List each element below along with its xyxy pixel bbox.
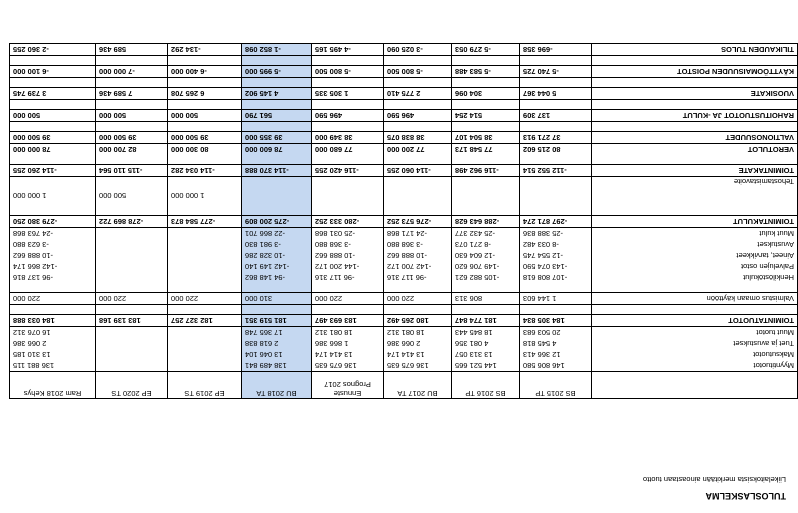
table-cell bbox=[242, 100, 312, 110]
table-cell: 80 215 602 bbox=[520, 144, 592, 156]
row-label: VEROTULOT bbox=[592, 144, 798, 156]
row-label: TOIMINTATUOTOT bbox=[592, 315, 798, 327]
table-cell bbox=[312, 305, 384, 315]
column-header: EP 2020 TS bbox=[96, 372, 168, 399]
row-label: Valmistus omaan käyttöön bbox=[592, 293, 798, 305]
table-cell: -96 117 316 bbox=[312, 272, 384, 283]
table-cell: 12 366 413 bbox=[520, 349, 592, 360]
table-cell bbox=[452, 177, 520, 216]
table-cell: 13 414 174 bbox=[312, 349, 384, 360]
table-cell: 16 076 312 bbox=[10, 327, 96, 339]
table-cell bbox=[520, 122, 592, 132]
table-row bbox=[10, 228, 798, 240]
column-header: BU 2017 TA bbox=[384, 372, 452, 399]
table-row bbox=[10, 56, 798, 66]
table-row bbox=[10, 122, 798, 132]
table-cell bbox=[96, 283, 168, 293]
column-header: Ram 2018 Kehys bbox=[10, 372, 96, 399]
row-label bbox=[592, 122, 798, 132]
table-cell: 138 489 841 bbox=[242, 360, 312, 372]
table-cell: 13 310 185 bbox=[10, 349, 96, 360]
table-cell bbox=[452, 100, 520, 110]
table-row bbox=[10, 78, 798, 88]
table-cell bbox=[452, 305, 520, 315]
row-label: Tehostamistavoite bbox=[592, 177, 798, 216]
table-cell: -24 171 868 bbox=[384, 228, 452, 240]
table-cell bbox=[168, 228, 242, 240]
table-cell: 146 806 580 bbox=[520, 360, 592, 372]
table-cell: 183 139 168 bbox=[96, 315, 168, 327]
table-cell bbox=[312, 56, 384, 66]
table-cell: 77 200 000 bbox=[384, 144, 452, 156]
table-row bbox=[10, 327, 798, 339]
table-cell: -3 368 880 bbox=[384, 239, 452, 250]
table-cell: 220 000 bbox=[10, 293, 96, 305]
table-cell: -25 432 377 bbox=[452, 228, 520, 240]
table-cell: -12 554 745 bbox=[520, 250, 592, 261]
table-cell: 13 313 057 bbox=[452, 349, 520, 360]
table-cell: -115 110 564 bbox=[96, 165, 168, 177]
table-cell bbox=[168, 239, 242, 250]
table-cell: 182 327 257 bbox=[168, 315, 242, 327]
column-header: BS 2015 TP bbox=[520, 372, 592, 399]
table-cell: -25 388 836 bbox=[520, 228, 592, 240]
table-cell bbox=[242, 56, 312, 66]
table-cell bbox=[168, 272, 242, 283]
table-cell bbox=[384, 56, 452, 66]
table-cell bbox=[520, 305, 592, 315]
row-label: Palvelujen ostot bbox=[592, 261, 798, 272]
table-cell: -10 888 662 bbox=[10, 250, 96, 261]
table-cell: 6 265 708 bbox=[168, 88, 242, 100]
table-summary-row bbox=[10, 132, 798, 144]
table-cell: 18 081 312 bbox=[384, 327, 452, 339]
table-cell: 806 313 bbox=[452, 293, 520, 305]
row-label bbox=[592, 155, 798, 165]
table-cell bbox=[168, 56, 242, 66]
table-cell: 183 693 497 bbox=[312, 315, 384, 327]
table-cell: -297 871 274 bbox=[520, 216, 592, 228]
table-cell: -5 740 725 bbox=[520, 66, 592, 78]
table-cell: 2 066 386 bbox=[10, 338, 96, 349]
table-cell: -278 869 722 bbox=[96, 216, 168, 228]
table-cell: -114 034 282 bbox=[168, 165, 242, 177]
table-cell: -142 866 174 bbox=[10, 261, 96, 272]
table-cell: -2 360 255 bbox=[10, 44, 96, 56]
table-row bbox=[10, 177, 798, 216]
table-cell: 39 355 000 bbox=[242, 132, 312, 144]
table-cell: 39 500 000 bbox=[96, 132, 168, 144]
table-cell bbox=[312, 100, 384, 110]
table-cell bbox=[384, 305, 452, 315]
table-cell: 2 775 410 bbox=[384, 88, 452, 100]
row-label: Avustukset bbox=[592, 239, 798, 250]
table-cell: 82 700 000 bbox=[96, 144, 168, 156]
table-summary-row bbox=[10, 315, 798, 327]
table-row bbox=[10, 155, 798, 165]
table-cell bbox=[10, 122, 96, 132]
table-cell: 500 000 bbox=[10, 110, 96, 122]
table-cell: 1 305 335 bbox=[312, 88, 384, 100]
table-cell bbox=[312, 177, 384, 216]
table-cell: 39 500 000 bbox=[10, 132, 96, 144]
table-cell: 20 503 683 bbox=[520, 327, 592, 339]
table-cell: -107 808 618 bbox=[520, 272, 592, 283]
column-header: Ennuste Prognos 2017 bbox=[312, 372, 384, 399]
table-cell: -277 584 873 bbox=[168, 216, 242, 228]
table-row bbox=[10, 261, 798, 272]
table-cell: 13 414 174 bbox=[384, 349, 452, 360]
table-cell: 1 144 603 bbox=[520, 293, 592, 305]
table-cell bbox=[520, 283, 592, 293]
table-cell bbox=[452, 78, 520, 88]
table-cell bbox=[168, 283, 242, 293]
table-cell bbox=[10, 100, 96, 110]
table-cell bbox=[520, 177, 592, 216]
row-label: Aineet, tarvikkeet bbox=[592, 250, 798, 261]
table-cell bbox=[168, 261, 242, 272]
row-label: VUOSIKATE bbox=[592, 88, 798, 100]
table-cell bbox=[520, 78, 592, 88]
table-cell bbox=[384, 122, 452, 132]
table-cell: -5 800 500 bbox=[312, 66, 384, 78]
table-cell: 561 790 bbox=[242, 110, 312, 122]
table-row bbox=[10, 272, 798, 283]
table-cell bbox=[168, 360, 242, 372]
table-row bbox=[10, 250, 798, 261]
income-statement-table bbox=[9, 43, 798, 399]
table-cell: -5 995 000 bbox=[242, 66, 312, 78]
row-label: Tuet ja avustukset bbox=[592, 338, 798, 349]
table-cell: 77 680 000 bbox=[312, 144, 384, 156]
table-cell bbox=[452, 283, 520, 293]
table-cell bbox=[312, 122, 384, 132]
row-label bbox=[592, 305, 798, 315]
table-cell: -144 200 172 bbox=[312, 261, 384, 272]
table-cell: -1 852 098 bbox=[242, 44, 312, 56]
table-cell: 5 044 367 bbox=[520, 88, 592, 100]
table-cell: 181 519 351 bbox=[242, 315, 312, 327]
table-cell: -116 962 498 bbox=[452, 165, 520, 177]
row-label bbox=[592, 100, 798, 110]
table-cell: -112 552 514 bbox=[520, 165, 592, 177]
table-cell bbox=[168, 78, 242, 88]
table-cell: 37 271 913 bbox=[520, 132, 592, 144]
table-cell: 80 300 000 bbox=[168, 144, 242, 156]
table-cell: 589 436 bbox=[96, 44, 168, 56]
table-cell bbox=[242, 283, 312, 293]
table-row bbox=[10, 349, 798, 360]
row-label: VALTIONOSUUDET bbox=[592, 132, 798, 144]
table-body bbox=[10, 44, 798, 372]
row-label: RAHOITUSTUOTOT JA -KULUT bbox=[592, 110, 798, 122]
table-cell bbox=[384, 177, 452, 216]
report-header bbox=[486, 475, 786, 501]
table-cell: -8 271 073 bbox=[452, 239, 520, 250]
table-cell bbox=[168, 155, 242, 165]
table-cell bbox=[520, 56, 592, 66]
table-cell: -22 866 701 bbox=[242, 228, 312, 240]
table-cell: -3 623 880 bbox=[10, 239, 96, 250]
table-cell: -5 583 488 bbox=[452, 66, 520, 78]
row-label: TOIMINTAKULUT bbox=[592, 216, 798, 228]
table-cell: 500 000 bbox=[168, 110, 242, 122]
table-cell: -94 148 862 bbox=[242, 272, 312, 283]
table-cell: -279 380 250 bbox=[10, 216, 96, 228]
table-cell: 496 590 bbox=[384, 110, 452, 122]
table-summary-row bbox=[10, 66, 798, 78]
table-cell: -143 074 590 bbox=[520, 261, 592, 272]
table-cell bbox=[96, 100, 168, 110]
table-summary-row bbox=[10, 293, 798, 305]
table-cell bbox=[10, 305, 96, 315]
table-cell bbox=[168, 327, 242, 339]
table-cell bbox=[96, 261, 168, 272]
table-cell bbox=[168, 338, 242, 349]
table-cell: 500 000 bbox=[96, 110, 168, 122]
table-cell: -275 200 809 bbox=[242, 216, 312, 228]
row-label: TILIKAUDEN TULOS bbox=[592, 44, 798, 56]
table-cell: 38 349 000 bbox=[312, 132, 384, 144]
table-cell bbox=[242, 305, 312, 315]
table-cell bbox=[168, 250, 242, 261]
table-cell bbox=[96, 78, 168, 88]
table-cell bbox=[242, 177, 312, 216]
table-cell: 1 000 000 bbox=[10, 177, 96, 216]
column-header-label bbox=[592, 372, 798, 399]
table-cell bbox=[96, 250, 168, 261]
table-cell bbox=[10, 155, 96, 165]
table-cell: -5 279 053 bbox=[452, 44, 520, 56]
table-cell: 1 000 000 bbox=[168, 177, 242, 216]
table-cell: 220 000 bbox=[384, 293, 452, 305]
table-cell: 500 000 bbox=[96, 177, 168, 216]
table-cell bbox=[242, 122, 312, 132]
table-cell: 18 845 443 bbox=[452, 327, 520, 339]
table-cell: -142 700 172 bbox=[384, 261, 452, 272]
table-cell bbox=[96, 228, 168, 240]
table-cell: 78 000 000 bbox=[10, 144, 96, 156]
table-cell: -24 763 868 bbox=[10, 228, 96, 240]
table-cell: 38 838 075 bbox=[384, 132, 452, 144]
table-summary-row bbox=[10, 88, 798, 100]
row-label: TOIMINTAKATE bbox=[592, 165, 798, 177]
table-cell: 144 521 665 bbox=[452, 360, 520, 372]
table-cell bbox=[96, 327, 168, 339]
table-cell: 7 589 436 bbox=[96, 88, 168, 100]
table-cell: 78 600 000 bbox=[242, 144, 312, 156]
table-cell: -114 260 255 bbox=[10, 165, 96, 177]
table-cell bbox=[520, 100, 592, 110]
table-cell bbox=[10, 283, 96, 293]
table-cell: 39 500 000 bbox=[168, 132, 242, 144]
table-cell: -10 328 286 bbox=[242, 250, 312, 261]
table-cell: -696 358 bbox=[520, 44, 592, 56]
table-cell: -114 370 888 bbox=[242, 165, 312, 177]
table-cell: -25 031 868 bbox=[312, 228, 384, 240]
table-cell: -134 292 bbox=[168, 44, 242, 56]
table-cell: 496 590 bbox=[312, 110, 384, 122]
table-cell: 4 081 356 bbox=[452, 338, 520, 349]
table-cell: 181 774 847 bbox=[452, 315, 520, 327]
table-cell bbox=[312, 155, 384, 165]
table-row bbox=[10, 360, 798, 372]
table-cell bbox=[96, 56, 168, 66]
table-cell bbox=[96, 155, 168, 165]
report-title: TULOSLASKELMA bbox=[705, 491, 786, 501]
table-cell: 184 305 834 bbox=[520, 315, 592, 327]
table-cell: 136 675 635 bbox=[384, 360, 452, 372]
table-cell: 1 866 386 bbox=[312, 338, 384, 349]
table-cell: -6 100 000 bbox=[10, 66, 96, 78]
table-cell bbox=[452, 56, 520, 66]
table-row bbox=[10, 239, 798, 250]
table-cell bbox=[96, 272, 168, 283]
table-cell bbox=[96, 239, 168, 250]
table-summary-row bbox=[10, 216, 798, 228]
table-cell: 17 365 748 bbox=[242, 327, 312, 339]
table-row bbox=[10, 338, 798, 349]
table-cell bbox=[242, 155, 312, 165]
table-cell: 136 675 635 bbox=[312, 360, 384, 372]
table-cell bbox=[242, 78, 312, 88]
table-cell bbox=[452, 122, 520, 132]
table-cell bbox=[384, 283, 452, 293]
table-cell: -142 149 140 bbox=[242, 261, 312, 272]
table-cell bbox=[10, 78, 96, 88]
table-cell: -7 000 000 bbox=[96, 66, 168, 78]
table-cell: 38 504 107 bbox=[452, 132, 520, 144]
table-cell: -288 643 628 bbox=[452, 216, 520, 228]
row-label bbox=[592, 56, 798, 66]
column-header: BU 2018 TA bbox=[242, 372, 312, 399]
table-cell: 2 066 386 bbox=[384, 338, 452, 349]
table-summary-row bbox=[10, 165, 798, 177]
table-cell: 180 265 492 bbox=[384, 315, 452, 327]
table-row bbox=[10, 100, 798, 110]
table-cell: 310 000 bbox=[242, 293, 312, 305]
table-cell bbox=[96, 349, 168, 360]
table-cell: -6 400 000 bbox=[168, 66, 242, 78]
table-cell: -3 981 830 bbox=[242, 239, 312, 250]
table-cell bbox=[168, 305, 242, 315]
table-cell: -149 706 620 bbox=[452, 261, 520, 272]
row-label: Muut tuotot bbox=[592, 327, 798, 339]
table-cell bbox=[312, 283, 384, 293]
table-cell: 220 000 bbox=[312, 293, 384, 305]
table-cell bbox=[168, 122, 242, 132]
table-cell bbox=[96, 360, 168, 372]
column-header: EP 2019 TS bbox=[168, 372, 242, 399]
table-cell: -10 888 662 bbox=[384, 250, 452, 261]
table-cell bbox=[384, 78, 452, 88]
table-cell bbox=[452, 155, 520, 165]
table-cell: 184 033 888 bbox=[10, 315, 96, 327]
table-cell: 13 046 104 bbox=[242, 349, 312, 360]
table-cell: 3 739 745 bbox=[10, 88, 96, 100]
row-label: KÄYTTÖOMAISUUDEN POISTOT bbox=[592, 66, 798, 78]
table-cell bbox=[96, 122, 168, 132]
table-row bbox=[10, 144, 798, 156]
table-cell: 514 254 bbox=[452, 110, 520, 122]
table-cell: -3 025 090 bbox=[384, 44, 452, 56]
table-cell bbox=[168, 100, 242, 110]
table-cell: 2 618 838 bbox=[242, 338, 312, 349]
report-subtitle: Liikelaitoksista merkitään ainoastaan tuotto bbox=[643, 475, 786, 484]
table-cell bbox=[520, 155, 592, 165]
row-label: Muut kulut bbox=[592, 228, 798, 240]
table-cell bbox=[312, 78, 384, 88]
table-row bbox=[10, 283, 798, 293]
column-header-row bbox=[10, 372, 798, 399]
table-cell: 220 000 bbox=[96, 293, 168, 305]
table-cell: -8 033 482 bbox=[520, 239, 592, 250]
table-cell bbox=[96, 338, 168, 349]
table-cell: 136 881 115 bbox=[10, 360, 96, 372]
row-label bbox=[592, 78, 798, 88]
table-cell bbox=[96, 305, 168, 315]
table-cell: -4 495 165 bbox=[312, 44, 384, 56]
table-cell: 220 000 bbox=[168, 293, 242, 305]
table-row bbox=[10, 305, 798, 315]
table-cell: -96 117 316 bbox=[384, 272, 452, 283]
table-cell bbox=[10, 56, 96, 66]
table-cell: 137 309 bbox=[520, 110, 592, 122]
column-header: BS 2016 TP bbox=[452, 372, 520, 399]
row-label: Maksutuotot bbox=[592, 349, 798, 360]
table-summary-row bbox=[10, 110, 798, 122]
table-cell: -96 137 816 bbox=[10, 272, 96, 283]
table-cell: -3 368 880 bbox=[312, 239, 384, 250]
row-label: Henkilöstökulut bbox=[592, 272, 798, 283]
table-cell: 18 081 312 bbox=[312, 327, 384, 339]
table-cell: -280 333 252 bbox=[312, 216, 384, 228]
table-cell: -116 420 255 bbox=[312, 165, 384, 177]
table-cell: -10 888 662 bbox=[312, 250, 384, 261]
table-cell: -5 800 500 bbox=[384, 66, 452, 78]
table-cell: 4 545 818 bbox=[520, 338, 592, 349]
table-cell: 4 145 902 bbox=[242, 88, 312, 100]
table-cell bbox=[168, 349, 242, 360]
table-cell: 304 096 bbox=[452, 88, 520, 100]
table-cell bbox=[384, 155, 452, 165]
table-cell: -12 604 630 bbox=[452, 250, 520, 261]
table-cell: 77 548 173 bbox=[452, 144, 520, 156]
table-cell: -105 882 621 bbox=[452, 272, 520, 283]
table-cell: -276 573 252 bbox=[384, 216, 452, 228]
table-summary-row bbox=[10, 44, 798, 56]
table-cell bbox=[384, 100, 452, 110]
row-label bbox=[592, 283, 798, 293]
row-label: Myyntituotot bbox=[592, 360, 798, 372]
table-cell: -114 060 255 bbox=[384, 165, 452, 177]
